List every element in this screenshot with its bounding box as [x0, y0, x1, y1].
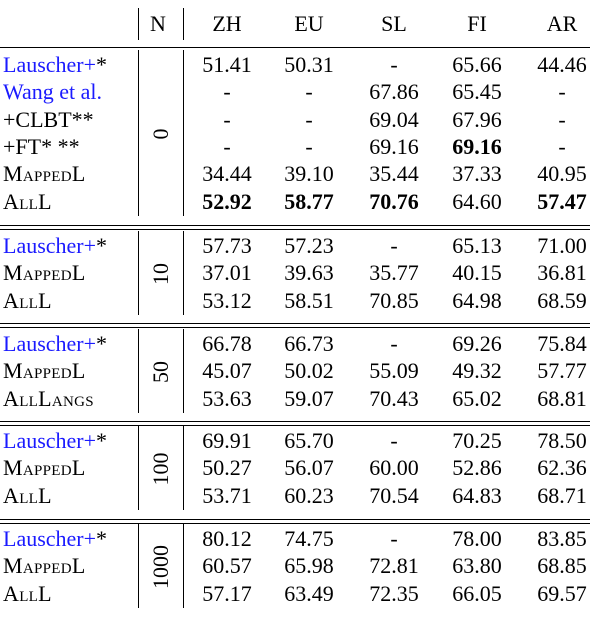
table-cell-value: -	[558, 79, 566, 105]
table-cell-value: 40.95	[537, 161, 587, 187]
group-rule	[0, 421, 590, 422]
method-name[interactable]: Lauscher+	[3, 233, 97, 258]
n-column-divider-left	[138, 50, 139, 216]
table-cell-value: 50.02	[284, 358, 334, 384]
table-cell-value: 67.96	[452, 106, 502, 132]
table-cell-value: 69.04	[369, 106, 419, 132]
table-cell-value: 65.98	[284, 553, 334, 579]
method-name[interactable]: Lauscher+	[3, 331, 97, 356]
table-cell-value: 52.92	[202, 188, 252, 214]
table-cell-value: 37.33	[452, 161, 502, 187]
table-cell-value: 58.77	[284, 188, 334, 214]
table-cell-value: 70.54	[369, 482, 419, 508]
table-cell-value: -	[223, 106, 231, 132]
n-value: 1000	[148, 544, 173, 589]
table-cell-value: -	[558, 133, 566, 159]
table-cell-value: -	[305, 79, 313, 105]
table-cell-value: 78.50	[537, 428, 587, 453]
table-cell-value: 64.98	[452, 287, 502, 313]
table-cell-value: 65.45	[452, 79, 502, 105]
table-cell-value: 37.01	[202, 260, 252, 286]
table-cell-value: 67.86	[369, 79, 419, 105]
row-label	[3, 288, 52, 314]
header-divider-left	[138, 8, 139, 40]
table-cell-value: 71.00	[537, 233, 587, 258]
table-cell-value: 63.80	[452, 553, 502, 579]
table-cell-value: -	[223, 79, 231, 105]
table-cell-value: 35.77	[369, 260, 419, 286]
table-cell-value: 34.44	[202, 161, 252, 187]
table-cell-value: 58.51	[284, 287, 334, 313]
table-cell-value: 64.60	[452, 188, 502, 214]
group-rule-double	[0, 229, 590, 230]
table-cell-value: 35.44	[369, 161, 419, 187]
table-cell-value: -	[223, 133, 231, 159]
method-name: +CLBT	[3, 106, 72, 132]
row-label	[3, 358, 86, 384]
table-cell-value: 51.41	[202, 52, 252, 77]
table-cell-value: 69.57	[537, 580, 587, 606]
table-cell-value: 64.83	[452, 482, 502, 508]
header-col-sl: SL	[381, 11, 407, 36]
table-cell-value: 70.85	[369, 287, 419, 313]
table-cell-value: 39.10	[284, 161, 334, 187]
table-cell-value: 62.36	[537, 455, 587, 481]
table-cell-value: -	[390, 526, 398, 551]
method-name: AllL	[3, 287, 52, 313]
table-cell-value: 60.23	[284, 482, 334, 508]
table-cell-value: 70.43	[369, 385, 419, 411]
group-rule-double	[0, 425, 590, 426]
header-col-zh: ZH	[212, 11, 242, 36]
table-cell-value: 72.81	[369, 553, 419, 579]
table-cell-value: 74.75	[284, 526, 334, 551]
table-cell-value: -	[305, 106, 313, 132]
table-cell-value: 39.63	[284, 260, 334, 286]
table-cell-value: 69.16	[452, 133, 502, 159]
method-name: +FT	[3, 133, 42, 159]
row-label	[3, 386, 94, 412]
group-rule	[0, 225, 590, 226]
row-label	[3, 233, 107, 259]
table-cell-value: 52.86	[452, 455, 502, 481]
row-label	[3, 581, 52, 607]
table-cell-value: 53.63	[202, 385, 252, 411]
table-cell-value: 63.49	[284, 580, 334, 606]
table-cell-value: 57.47	[537, 188, 587, 214]
method-marker: *	[96, 526, 108, 551]
header-col-ar: AR	[546, 11, 578, 36]
table-cell-value: 66.78	[202, 331, 252, 356]
row-label	[3, 526, 107, 552]
method-name: AllL	[3, 188, 52, 214]
method-marker: *	[96, 428, 108, 453]
method-name: MappedL	[3, 455, 86, 481]
table-cell-value: -	[558, 106, 566, 132]
n-column-divider-left	[138, 231, 139, 315]
row-label	[3, 483, 52, 509]
n-column-divider-left	[138, 524, 139, 608]
table-cell-value: 83.85	[537, 526, 587, 551]
table-cell-value: -	[390, 52, 398, 77]
group-rule	[0, 519, 590, 520]
table-cell-value: 45.07	[202, 358, 252, 384]
group-rule	[0, 47, 590, 48]
table-cell-value: 53.71	[202, 482, 252, 508]
table-cell-value: 69.91	[202, 428, 252, 453]
n-column-divider-left	[138, 329, 139, 413]
row-label	[3, 161, 86, 187]
table-cell-value: 66.05	[452, 580, 502, 606]
header-col-eu: EU	[294, 11, 324, 36]
table-cell-value: 75.84	[537, 331, 587, 356]
group-rule-double	[0, 327, 590, 328]
table-cell-value: 55.09	[369, 358, 419, 384]
group-rule-double	[0, 523, 590, 524]
table-cell-value: 72.35	[369, 580, 419, 606]
row-label	[3, 553, 86, 579]
table-cell-value: 56.07	[284, 455, 334, 481]
table-cell-value: 69.16	[369, 133, 419, 159]
table-cell-value: 57.23	[284, 233, 334, 258]
table-cell-value: 65.13	[452, 233, 502, 258]
n-value: 0	[148, 128, 173, 140]
row-label	[3, 455, 86, 481]
header-n: N	[150, 11, 166, 36]
method-name: AllLangs	[3, 385, 94, 411]
method-marker: * **	[41, 133, 80, 159]
n-value: 50	[148, 360, 173, 383]
n-value: 100	[148, 452, 173, 486]
table-cell-value: 65.02	[452, 385, 502, 411]
table-cell-value: 50.27	[202, 455, 252, 481]
row-label	[3, 134, 80, 160]
row-label	[3, 79, 102, 105]
method-name[interactable]: Lauscher+	[3, 52, 97, 77]
table-cell-value: -	[305, 133, 313, 159]
table-cell-value: 60.00	[369, 455, 419, 481]
row-label	[3, 189, 52, 215]
table-cell-value: 59.07	[284, 385, 334, 411]
method-name: MappedL	[3, 260, 86, 286]
table-cell-value: 68.85	[537, 553, 587, 579]
table-cell-value: 65.70	[284, 428, 334, 453]
header-col-fi: FI	[467, 11, 487, 36]
method-name[interactable]: Wang et al.	[3, 79, 103, 105]
table-cell-value: -	[390, 233, 398, 258]
table-cell-value: 60.57	[202, 553, 252, 579]
method-name[interactable]: Lauscher+	[3, 428, 97, 453]
method-name[interactable]: Lauscher+	[3, 526, 97, 551]
table-cell-value: 57.77	[537, 358, 587, 384]
row-label	[3, 107, 94, 133]
table-cell-value: 50.31	[284, 52, 334, 77]
method-name: MappedL	[3, 553, 86, 579]
table-cell-value: 44.46	[537, 52, 587, 77]
row-label	[3, 331, 107, 357]
method-marker: *	[96, 52, 108, 77]
table-cell-value: 53.12	[202, 287, 252, 313]
method-marker: *	[96, 331, 108, 356]
table-cell-value: 69.26	[452, 331, 502, 356]
table-cell-value: 80.12	[202, 526, 252, 551]
method-marker: *	[96, 233, 108, 258]
method-name: AllL	[3, 580, 52, 606]
n-column-divider-left	[138, 426, 139, 510]
method-name: MappedL	[3, 161, 86, 187]
group-rule	[0, 323, 590, 324]
table-cell-value: 66.73	[284, 331, 334, 356]
row-label	[3, 260, 86, 286]
table-cell-value: 78.00	[452, 526, 502, 551]
method-name: MappedL	[3, 358, 86, 384]
row-label	[3, 52, 107, 78]
header-divider-right	[183, 8, 184, 40]
method-name: AllL	[3, 482, 52, 508]
table-cell-value: 70.25	[452, 428, 502, 453]
table-cell-value: 40.15	[452, 260, 502, 286]
n-value: 10	[148, 262, 173, 285]
table-cell-value: 70.76	[369, 188, 419, 214]
table-cell-value: 68.59	[537, 287, 587, 313]
method-marker: **	[71, 106, 94, 132]
table-cell-value: 49.32	[452, 358, 502, 384]
table-cell-value: 57.17	[202, 580, 252, 606]
table-cell-value: 68.81	[537, 385, 587, 411]
table-cell-value: 65.66	[452, 52, 502, 77]
table-cell-value: 68.71	[537, 482, 587, 508]
table-cell-value: -	[390, 428, 398, 453]
table-cell-value: 36.81	[537, 260, 587, 286]
row-label	[3, 428, 107, 454]
table-cell-value: -	[390, 331, 398, 356]
table-cell-value: 57.73	[202, 233, 252, 258]
